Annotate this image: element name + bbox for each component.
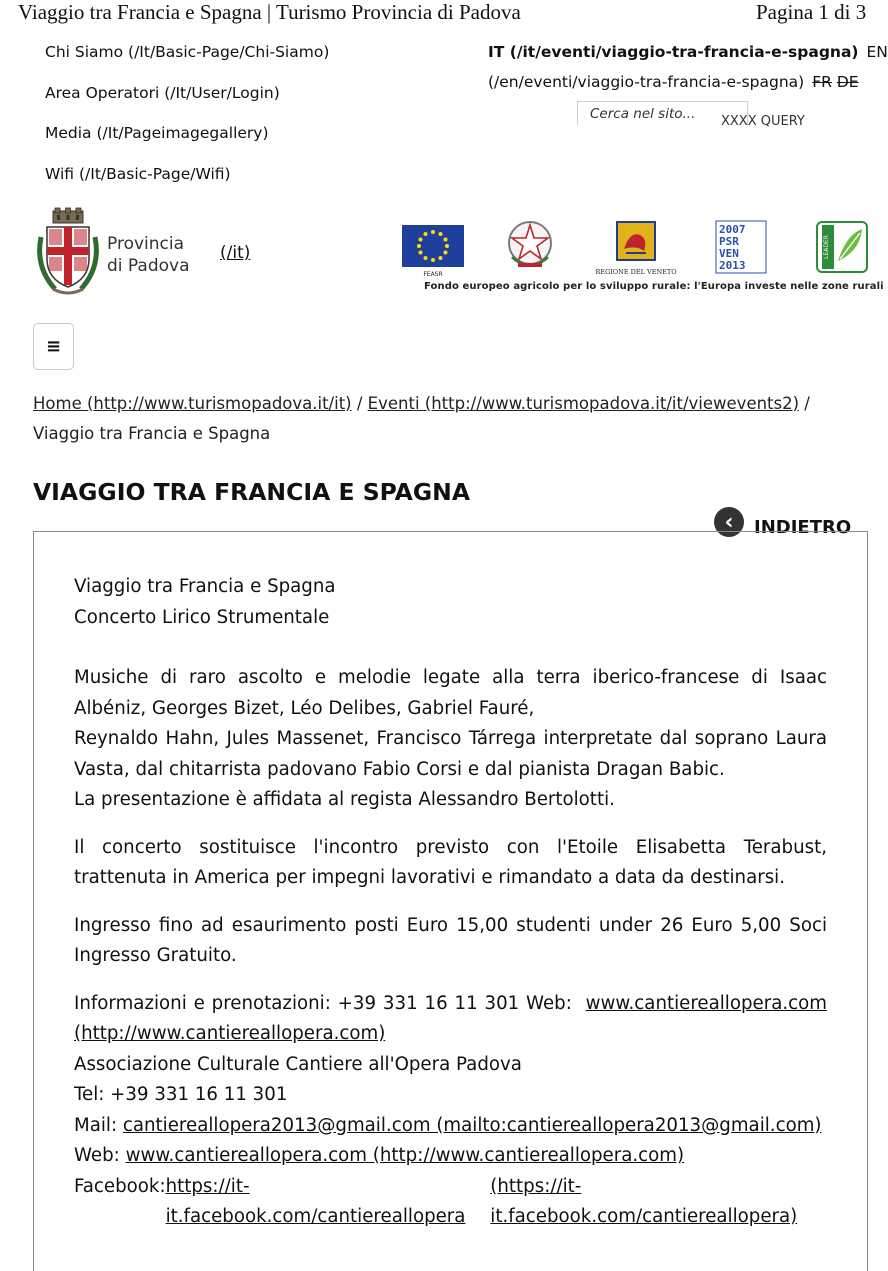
top-link-media[interactable]: Media (/It/Pageimagegallery) [45, 124, 269, 142]
hamburger-icon: ≡ [45, 336, 62, 357]
event-heading: Viaggio tra Francia e Spagna [74, 576, 336, 597]
association-facebook: Facebook: https://it-it.facebook.com/cantiereallopera (https://it-it.facebook.com/cantiereallopera) [74, 1172, 827, 1233]
italian-emblem-icon [504, 217, 556, 275]
svg-text:2007: 2007 [719, 223, 746, 236]
event-tickets: Ingresso fino ad esaurimento posti Euro 15,00 studenti under 26 Euro 5,00 Soci Ingresso Gratuito. [74, 914, 827, 966]
top-link-area-operatori[interactable]: Area Operatori (/It/User/Login) [45, 83, 280, 102]
breadcrumb: Home (http://www.turismopadova.it/it) / Eventi (http://www.turismopadova.it/it/viewevents2) / Viaggio tra Francia e Spagna [33, 394, 810, 443]
top-link-wifi[interactable]: Wifi (/It/Basic-Page/Wifi) [45, 164, 231, 183]
leader-icon [816, 221, 868, 273]
sponsors-banner [400, 217, 884, 297]
event-subheading: Concerto Lirico Strumentale [74, 606, 330, 628]
event-description: Musiche di raro ascolto e melodie legate alla terra iberico-francese di Isaac Albéniz, Georges Bizet, Léo Delibes, Gabriel Fauré, Reynaldo Hahn, Jules Massenet, Francisco Tárrega interpretate dal soprano Laura Vasta, dal chitarrista padovano Fabio Corsi e dal pianista Dragan Babic. La presentazione è affidata al regista Alessandro Bertolotti. [74, 667, 827, 810]
breadcrumb-current: Viaggio tra Francia e Spagna [33, 424, 271, 443]
eu-flag-icon [402, 225, 464, 277]
breadcrumb-eventi[interactable]: Eventi (http://www.turismopadova.it/it/viewevents2) [367, 394, 800, 413]
print-header [18, 0, 880, 30]
lang-en-path[interactable]: (/en/eventi/viaggio-tra-francia-e-spagna) [488, 73, 805, 91]
facebook-link-url[interactable]: (https://it-it.facebook.com/cantiereallopera) [490, 1175, 798, 1227]
event-info: Informazioni e prenotazioni: +39 331 16 11 301 Web: www.cantiereallopera.com (http://www.cantiereallopera.com) [74, 992, 827, 1044]
search-hidden-text: XXXX QUERY [721, 114, 805, 129]
print-title: Viaggio tra Francia e Spagna | Turismo Provincia di Padova [18, 0, 521, 24]
top-links [45, 40, 329, 202]
language-switcher [488, 40, 888, 94]
event-content [33, 531, 868, 1271]
info-web-link[interactable]: www.cantiereallopera.com (http://www.cantiereallopera.com) [74, 992, 827, 1044]
association-mail: Mail: cantiereallopera2013@gmail.com (mailto:cantiereallopera2013@gmail.com) [74, 1114, 822, 1136]
lang-fr-link[interactable]: FR [812, 73, 832, 91]
svg-text:2013: 2013 [719, 259, 746, 272]
facebook-link[interactable]: https://it-it.facebook.com/cantiereallopera [165, 1175, 466, 1227]
event-note: Il concerto sostituisce l'incontro previsto con l'Etoile Elisabetta Terabust, trattenuta in America per impegni lavorativi e rimandato a data da destinarsi. [74, 836, 827, 888]
menu-button[interactable] [33, 323, 74, 370]
svg-text:VEN: VEN [719, 247, 739, 260]
logo-text: Provincia di Padova [107, 234, 190, 276]
psr-2007-2013-icon [716, 221, 766, 273]
lang-de-link[interactable]: DE [836, 73, 859, 91]
svg-text:PSR: PSR [719, 235, 739, 248]
mail-link[interactable]: cantiereallopera2013@gmail.com (mailto:cantiereallopera2013@gmail.com) [122, 1114, 822, 1136]
association-tel: Tel: +39 331 16 11 301 [74, 1084, 288, 1105]
page-title: VIAGGIO TRA FRANCIA E SPAGNA [33, 478, 471, 506]
lang-en-link[interactable]: EN [866, 43, 888, 61]
association-name: Associazione Culturale Cantiere all'Opera Padova [74, 1053, 522, 1075]
svg-text:REGIONE DEL VENETO: REGIONE DEL VENETO [595, 268, 677, 276]
back-label: INDIETRO [754, 516, 852, 538]
top-link-chi-siamo[interactable]: Chi Siamo (/It/Basic-Page/Chi-Siamo) [45, 43, 330, 61]
web-link[interactable]: www.cantiereallopera.com (http://www.cantiereallopera.com) [125, 1145, 685, 1166]
provincia-padova-logo[interactable] [33, 207, 103, 297]
svg-text:LEADER: LEADER [823, 235, 830, 259]
association-web: Web: www.cantiereallopera.com (http://www.cantiereallopera.com) [74, 1145, 685, 1166]
regione-veneto-icon [596, 219, 676, 277]
search-input[interactable]: Cerca nel sito... [577, 101, 748, 125]
lang-it-link[interactable]: IT (/it/eventi/viaggio-tra-francia-e-spagna) [488, 43, 859, 61]
svg-text:FEASR: FEASR [423, 271, 443, 278]
chevron-left-icon: ‹ [714, 507, 744, 537]
print-page-number: Pagina 1 di 3 [756, 0, 867, 24]
coat-of-arms-icon [33, 207, 103, 297]
sponsors-caption: Fondo europeo agricolo per lo sviluppo rurale: l'Europa investe nelle zone rurali [424, 281, 884, 292]
breadcrumb-home[interactable]: Home (http://www.turismopadova.it/it) [33, 394, 352, 413]
home-link[interactable]: (/it) [220, 243, 251, 263]
